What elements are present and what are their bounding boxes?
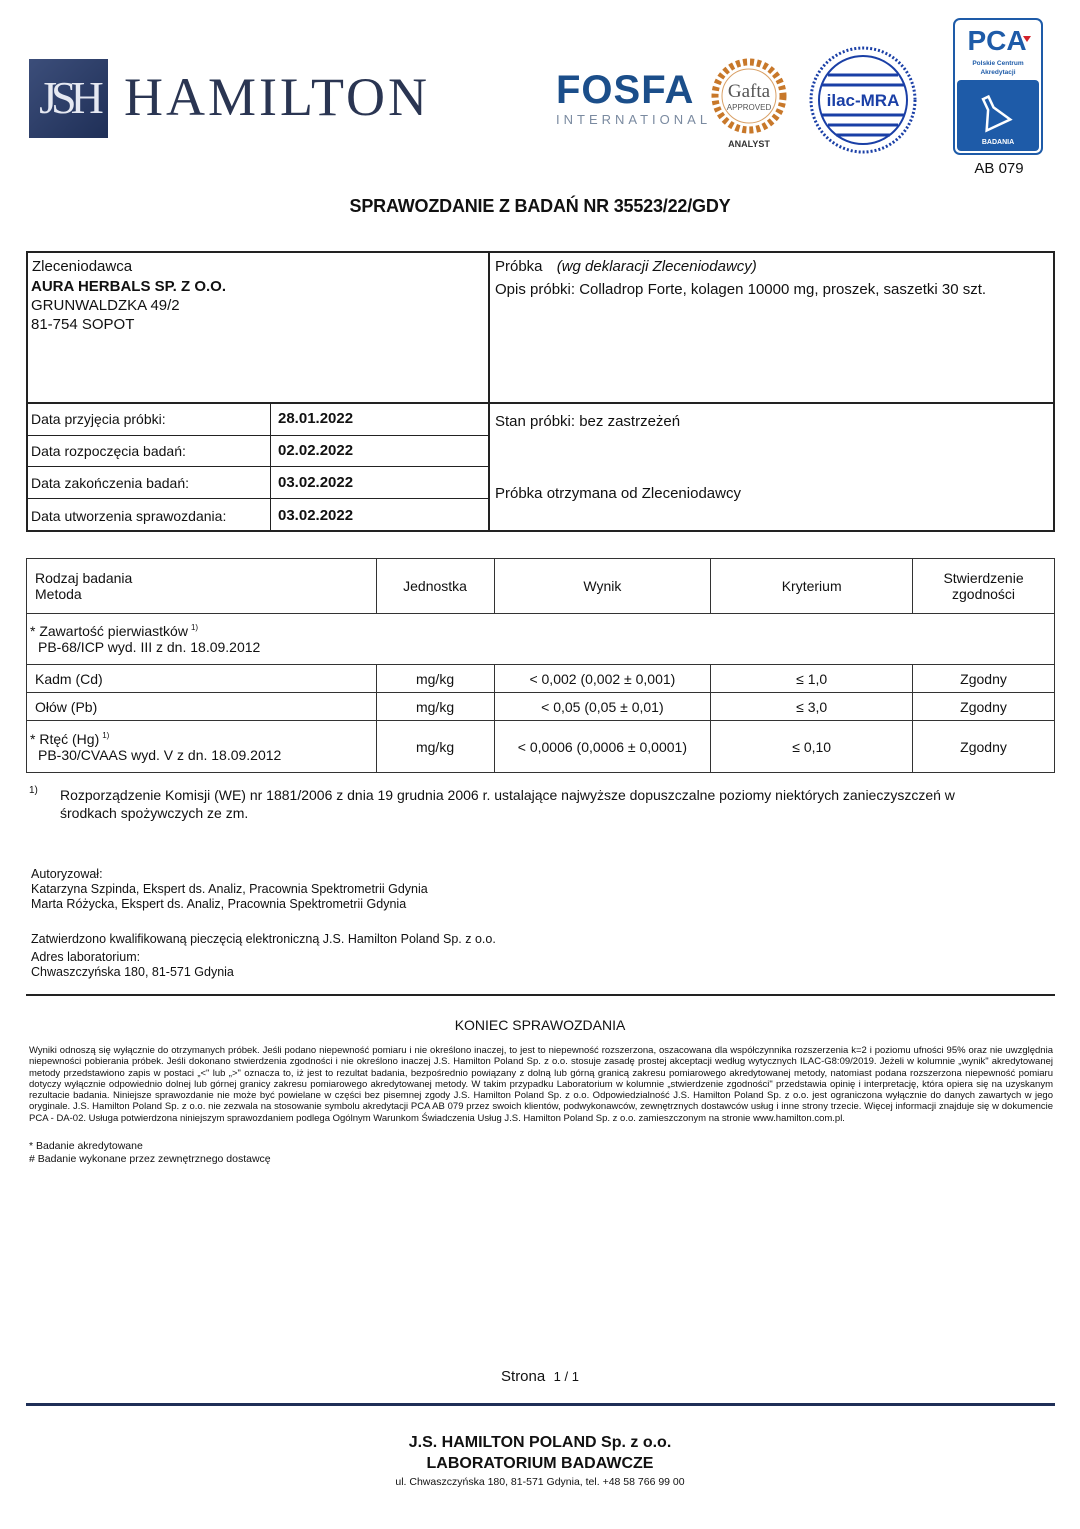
row-result: < 0,0006 (0,0006 ± 0,0001) [494,721,711,773]
footer-divider [26,1403,1055,1406]
sample-header [495,258,757,275]
footer [0,1432,1080,1488]
row-unit: mg/kg [376,693,494,721]
lab-address-label: Adres laboratorium: [31,950,141,964]
disclaimer-text: Wyniki odnoszą się wyłącznie do otrzymanych próbek. Jeśli podano niepewność pomiaru i nie określono inaczej, to jest to niepewność rozszerzona, oszacowana dla współczynnika rozszerzenia k=2 i poziomu ufności 95% oraz nie uwzględnia niepewności pobierania próbek. Jeśli dokonano stwierdzenia zgodności i nie określono inaczej J.S. Hamilton Poland Sp. z o.o. stosuje zasadę prostej akceptacji według wytycznych ILAC-G8:09/2019. Jeżeli w kolumnie „wynik" akredytowanej metody przedstawiono zapis w postaci „<" lub „>" oznacza to, iż jest to rezultat badania, bezpośrednio powiązany z dolną lub górną granicą zakresu pomiarowego akredytowanej metody, natomiast podana rozszerzona niepewność pomiaru dotyczy wyłącznie odpowiednio dolnej lub górnej granicy zakresu pomiarowego akredytowanej metody. W takim przypadku Laboratorium w kolumnie „stwierdzenie zgodności" przedstawia opinię i interpretację, która opiera się na uzyskanym rezultacie badania. Niniejsze sprawozdanie nie może być powielane w części bez pisemnej zgody J.S. Hamilton Poland Sp. z o.o. Odpowiedzialność J.S. Hamilton Poland Sp. z o.o. jest ograniczona wyłącznie do danych zawartych w jego oryginale. J.S. Hamilton Poland Sp. z o.o. nie zezwala na stosowanie symbolu akredytacji PCA AB 079 przez swoich klientów, podwykonawców, zewnętrznych dostawców usług i inne strony trzecie. Więcej informacji znajduje się w dokumencie PCA - DA-02. Usługa potwierdzona niniejszym sprawozdaniem podlega Ogólnym Warunkom Świadczenia Usług J.S. Hamilton Poland Sp. z o.o. zamieszczonym na stronie www.hamilton.com.pl. [29,1045,1053,1124]
col-header-type: Rodzaj badania Metoda [27,559,377,614]
legend-external: # Badanie wykonane przez zewnętrznego dostawcę [29,1152,271,1165]
sample-origin: Próbka otrzymana od Zleceniodawcy [495,485,741,502]
fosfa-logo [556,70,711,127]
col-header-conformity: Stwierdzenie zgodności [913,559,1055,614]
row-conformity: Zgodny [913,693,1055,721]
pca-logo [953,18,1043,155]
page-label: Strona [501,1368,546,1385]
end-of-report-title: KONIEC SPRAWOZDANIA [454,1017,626,1033]
footer-company: J.S. HAMILTON POLAND Sp. z o.o. [408,1434,672,1451]
row-name: Ołów (Pb) [27,693,377,721]
table-row [27,693,1055,721]
report-title: SPRAWOZDANIE Z BADAŃ NR 35523/22/GDY [349,196,731,216]
group-method: PB-68/ICP wyd. III z dn. 18.09.2012 [38,639,261,655]
authorizer-2: Marta Różycka, Ekspert ds. Analiz, Pracownia Spektrometrii Gdynia [31,897,407,911]
mercury-name: * Rtęć (Hg) [30,730,100,747]
legend [29,1140,271,1165]
accreditation-number: AB 079 [974,160,1024,177]
row-result: < 0,05 (0,05 ± 0,01) [494,693,711,721]
row-criterion: ≤ 3,0 [711,693,913,721]
legend-accredited: * Badanie akredytowane [29,1140,143,1152]
footer-address: ul. Chwaszczyńska 180, 81-571 Gdynia, tel. +48 58 766 99 00 [395,1476,685,1488]
divider [26,994,1055,996]
sample-note: (wg deklaracji Zleceniodawcy) [556,258,757,275]
authorizer-1: Katarzyna Szpinda, Ekspert ds. Analiz, Pracownia Spektrometrii Gdynia [31,882,428,896]
sample-state: Stan próbki: bez zastrzeżeń [495,413,681,430]
group-sup: 1) [190,623,199,633]
mercury-method: PB-30/CVAAS wyd. V z dn. 18.09.2012 [38,746,282,763]
lab-address-block [31,950,234,980]
gafta-approved: APPROVED [726,103,772,112]
footnote-marker: 1) [29,785,38,796]
pca-line2: Akredytacji [980,69,1016,76]
pca-abbr: PCA [967,25,1027,56]
client-label: Zleceniodawca [32,258,133,275]
page-number: 1 / 1 [553,1369,579,1384]
row-criterion: ≤ 1,0 [711,665,913,693]
date-label-received: Data przyjęcia próbki: [31,411,166,427]
row-result: < 0,002 (0,002 ± 0,001) [494,665,711,693]
ilac-mra-text: ilac-MRA [826,91,900,110]
date-value-report: 03.02.2022 [278,507,354,524]
client-name: AURA HERBALS SP. Z O.O. [31,278,227,295]
authorization-block [31,867,428,912]
row-conformity: Zgodny [913,721,1055,773]
col-header-criterion: Kryterium [711,559,913,614]
sample-description: Opis próbki: Colladrop Forte, kolagen 10000 mg, proszek, saszetki 30 szt. [495,281,987,298]
row-name: Kadm (Cd) [27,665,377,693]
results-table [26,558,1055,773]
col-header-result: Wynik [494,559,711,614]
results-header-row [27,559,1055,614]
date-value-start: 02.02.2022 [278,442,354,459]
client-city: 81-754 SOPOT [31,316,135,333]
authorization-label: Autoryzował: [31,867,103,881]
seal-statement: Zatwierdzono kwalifikowaną pieczęcią elektroniczną J.S. Hamilton Poland Sp. z o.o. [31,932,496,946]
client-street: GRUNWALDZKA 49/2 [31,297,180,314]
gafta-logo [706,52,792,150]
col-header-unit: Jednostka [376,559,494,614]
row-criterion: ≤ 0,10 [711,721,913,773]
row-conformity: Zgodny [913,665,1055,693]
fosfa-logo-subtitle: INTERNATIONAL [556,112,712,127]
table-row [27,721,1055,773]
date-label-end: Data zakończenia badań: [31,475,189,491]
hamilton-logo-mark [29,59,108,138]
date-label-report: Data utworzenia sprawozdania: [31,508,227,524]
gafta-analyst: ANALYST [728,139,770,149]
sample-label: Próbka [495,258,543,275]
mercury-sup: 1) [102,730,110,740]
date-value-received: 28.01.2022 [278,410,354,427]
pca-line1: Polskie Centrum [972,60,1024,67]
hamilton-logo-text: HAMILTON [124,67,431,127]
date-label-start: Data rozpoczęcia badań: [31,443,186,459]
logo-monogram: JSH [39,72,98,123]
lab-address: Chwaszczyńska 180, 81-571 Gdynia [31,965,234,979]
footer-lab: LABORATORIUM BADAWCZE [426,1455,654,1472]
table-row [27,665,1055,693]
page-indicator [0,1368,1080,1386]
group-row [27,614,1055,665]
gafta-name: Gafta [727,81,771,102]
fosfa-logo-title: FOSFA [556,68,695,112]
row-unit: mg/kg [376,665,494,693]
row-unit: mg/kg [376,721,494,773]
group-title: * Zawartość pierwiastków [30,623,188,639]
footnote-text: Rozporządzenie Komisji (WE) nr 1881/2006 z dnia 19 grudnia 2006 r. ustalające najwyższe dopuszczalne poziomy niektórych zanieczyszczeń w środkach spożywczych ze zm. [60,787,955,821]
pca-badania: BADANIA [981,139,1015,146]
ilac-mra-logo [808,45,918,155]
date-value-end: 03.02.2022 [278,474,354,491]
